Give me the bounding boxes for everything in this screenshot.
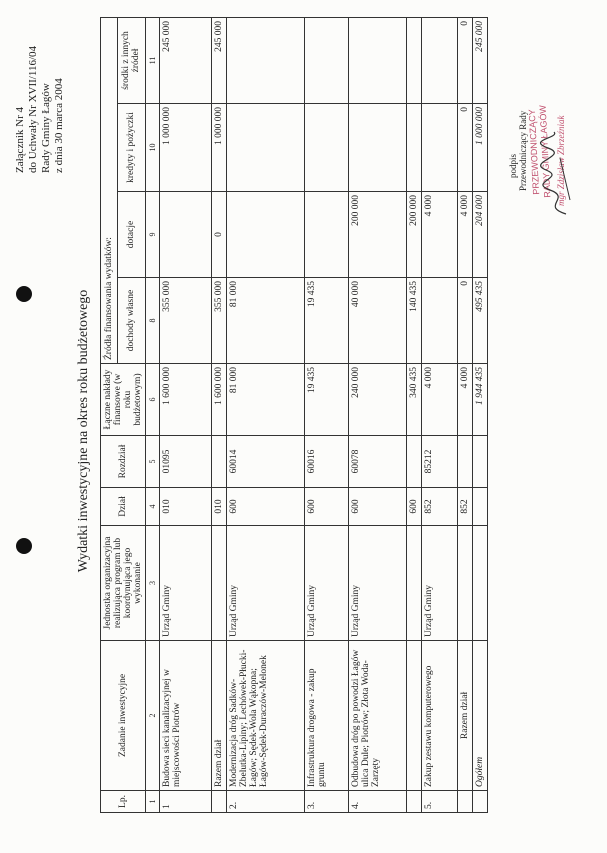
cell-dotacje (160, 192, 212, 278)
cell-zadanie: Modernizacja dróg Sadków-Zbelutka-Lipiny; Lechówek-Płucki-Łagów; Sędek-Wola Wąkopna; Łagów-Sędek-Duraczów-Melonek (227, 641, 305, 791)
cell-dotacje: 4 000 (458, 192, 473, 278)
header-rozdzial: Rozdział (101, 436, 146, 488)
cell-dzial: 600 (227, 488, 305, 526)
cell-dotacje: 4 000 (422, 192, 458, 278)
cell-dzial: 010 (160, 488, 212, 526)
cell-kredyty: 1 000 000 (212, 104, 227, 192)
cell-srodki (407, 17, 422, 103)
cell-dotacje: 200 000 (349, 192, 407, 278)
cell-naklady: 1 600 000 (212, 364, 227, 436)
header-lp: Lp. (101, 791, 146, 813)
column-number: 9 (146, 192, 160, 278)
table-row-sum (458, 17, 473, 812)
cell-rozdzial: 85212 (422, 436, 458, 488)
cell-dochody (422, 278, 458, 364)
cell-dochody: 140 435 (407, 278, 422, 364)
header-zrodla: Źródła finansowania wydatków: (101, 17, 118, 363)
investment-table (100, 17, 488, 813)
attachment-line: Załącznik Nr 4 (14, 107, 26, 173)
cell-jednostka: Urząd Gminy (227, 526, 305, 641)
cell-dochody: 81 000 (227, 278, 305, 364)
cell-kredyty (349, 104, 407, 192)
cell-kredyty (305, 104, 349, 192)
cell-srodki (349, 17, 407, 103)
cell-jednostka: Urząd Gminy (305, 526, 349, 641)
table-row (227, 17, 305, 812)
cell-zadanie: Budowa sieci kanalizacyjnej w miejscowości Piotrów (160, 641, 212, 791)
cell-naklady: 1 600 000 (160, 364, 212, 436)
table-row (349, 17, 407, 812)
attachment-line: z dnia 30 marca 2004 (53, 78, 65, 173)
column-number: 4 (146, 488, 160, 526)
column-number: 8 (146, 278, 160, 364)
cell-srodki (422, 17, 458, 103)
cell-srodki (305, 17, 349, 103)
header-dzial: Dział (101, 488, 146, 526)
header-naklady: Łączne nakłady finansowe (w roku budżetowym) (101, 364, 146, 436)
cell-naklady: 81 000 (227, 364, 305, 436)
cell-lp: 5. (422, 791, 458, 813)
cell-jednostka: Urząd Gminy (349, 526, 407, 641)
cell-kredyty (227, 104, 305, 192)
column-number: 2 (146, 641, 160, 791)
handwritten-signature (536, 128, 576, 218)
document-title: Wydatki inwestycyjne na okres roku budżetowego (76, 289, 91, 573)
rotated-document (8, 8, 598, 846)
cell-dochody: 40 000 (349, 278, 407, 364)
cell-srodki: 245 000 (473, 17, 488, 103)
cell-zadanie: Infrastruktura drogowa - zakup gruntu (305, 641, 349, 791)
attachment-header (14, 46, 66, 173)
cell-dochody: 355 000 (212, 278, 227, 364)
cell-dochody: 0 (458, 278, 473, 364)
column-number: 6 (146, 364, 160, 436)
cell-srodki: 0 (458, 17, 473, 103)
cell-naklady: 240 000 (349, 364, 407, 436)
cell-zadanie: Odbudowa dróg po powodzi Łagów ulica Dule; Piotrów; Złota Woda-Zarzęty (349, 641, 407, 791)
cell-dochody: 495 435 (473, 278, 488, 364)
cell-lp: 2. (227, 791, 305, 813)
cell-rozdzial: 01095 (160, 436, 212, 488)
column-number: 11 (146, 17, 160, 103)
cell-dochody: 355 000 (160, 278, 212, 364)
cell-dzial: 600 (305, 488, 349, 526)
cell-jednostka: Urząd Gminy (422, 526, 458, 641)
column-number-row (146, 17, 160, 812)
cell-dzial: 852 (422, 488, 458, 526)
cell-srodki: 245 000 (160, 17, 212, 103)
attachment-line: do Uchwały Nr XVII/116/04 (27, 46, 39, 173)
cell-dotacje (305, 192, 349, 278)
cell-dotacje: 0 (212, 192, 227, 278)
cell-dzial: 600 (349, 488, 407, 526)
cell-naklady: 340 435 (407, 364, 422, 436)
cell-kredyty: 0 (458, 104, 473, 192)
cell-lp: 1 (160, 791, 212, 813)
column-number: 3 (146, 526, 160, 641)
signature-label: podpis (508, 153, 518, 178)
cell-naklady: 19 435 (305, 364, 349, 436)
cell-label: Razem dział (212, 641, 227, 791)
header-kredyty: kredyty i pożyczki (117, 104, 145, 192)
cell-dzial: 600 (407, 488, 422, 526)
cell-dzial: 852 (458, 488, 473, 526)
cell-lp: 4. (349, 791, 407, 813)
cell-dochody: 19 435 (305, 278, 349, 364)
stamp-name: mgr Zdzisław Zbrzeźniak (556, 115, 566, 206)
cell-dotacje: 200 000 (407, 192, 422, 278)
signature-role: Przewodniczący Rady (518, 110, 528, 191)
cell-rozdzial: 60078 (349, 436, 407, 488)
cell-kredyty (422, 104, 458, 192)
header-srodki: środki z innych źródeł (117, 17, 145, 103)
table-row (160, 17, 212, 812)
table-row-sum (407, 17, 422, 812)
stamp-line: RADY GMINY ŁAGÓW (537, 104, 553, 198)
cell-rozdzial: 60014 (227, 436, 305, 488)
cell-lp: 3. (305, 791, 349, 813)
cell-jednostka: Urząd Gminy (160, 526, 212, 641)
table-row-total (473, 17, 488, 812)
cell-naklady: 4 000 (458, 364, 473, 436)
stamp-line: PRZEWODNICZĄCY (526, 109, 542, 195)
cell-kredyty: 1 000 000 (160, 104, 212, 192)
header-dotacje: dotacje (117, 192, 145, 278)
cell-label: Ogółem (473, 641, 488, 791)
column-number: 10 (146, 104, 160, 192)
column-number: 5 (146, 436, 160, 488)
table-row (422, 17, 458, 812)
column-number: 1 (146, 791, 160, 813)
attachment-line: Rady Gminy Łagów (40, 83, 52, 173)
cell-dotacje: 204 000 (473, 192, 488, 278)
cell-dzial: 010 (212, 488, 227, 526)
header-jednostka: Jednostka organizacyjna realizująca program lub koordynująca jego wykonanie (101, 526, 146, 641)
cell-label: Razem dział (458, 641, 473, 791)
cell-srodki (227, 17, 305, 103)
cell-naklady: 1 944 435 (473, 364, 488, 436)
cell-dotacje (227, 192, 305, 278)
header-dochody: dochody własne (117, 278, 145, 364)
cell-kredyty: 1 000 000 (473, 104, 488, 192)
cell-rozdzial: 60016 (305, 436, 349, 488)
table-row (305, 17, 349, 812)
table-row-sum (212, 17, 227, 812)
header-zadanie: Zadanie inwestycyjne (101, 641, 146, 791)
cell-kredyty (407, 104, 422, 192)
cell-naklady: 4 000 (422, 364, 458, 436)
cell-srodki: 245 000 (212, 17, 227, 103)
cell-label (407, 641, 422, 791)
cell-zadanie: Zakup zestawu komputerowego (422, 641, 458, 791)
